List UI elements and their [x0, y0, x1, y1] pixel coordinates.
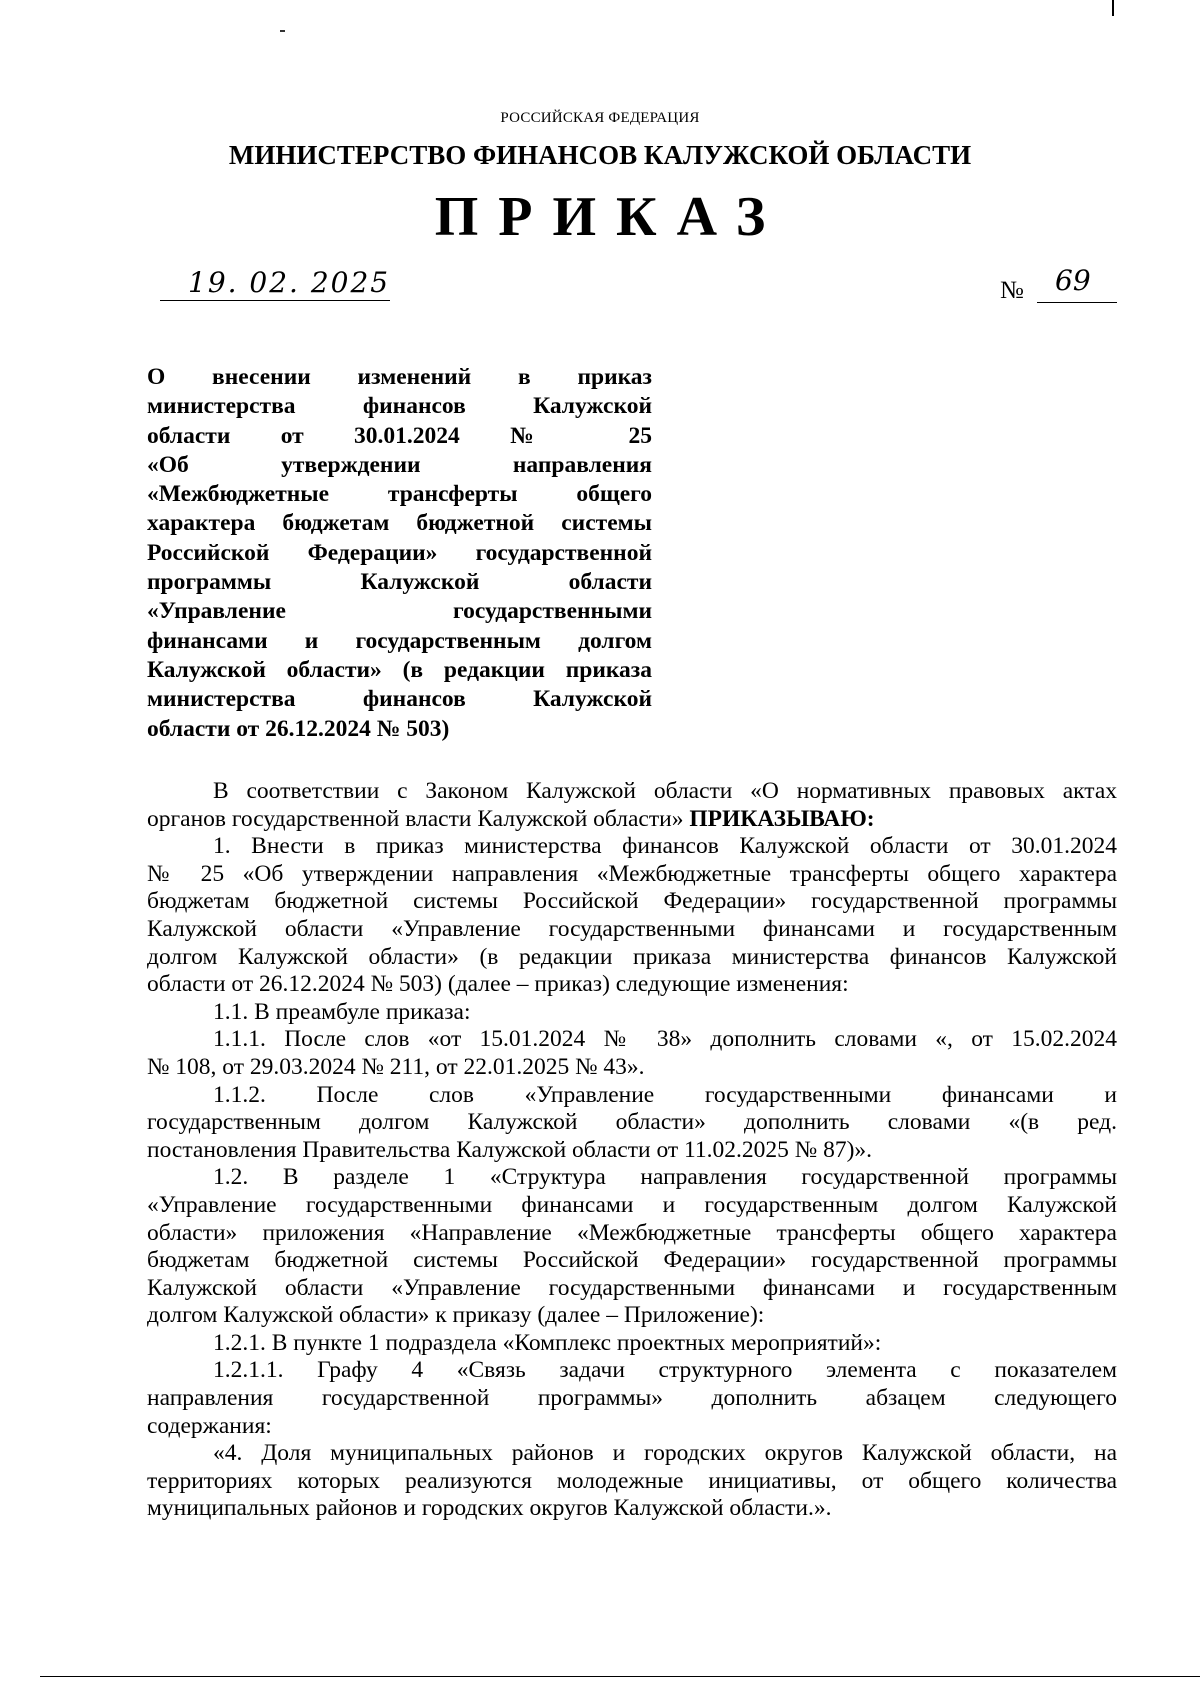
subject-line: министерства финансов Калужской — [147, 393, 652, 420]
body-line: бюджетам бюджетной системы Российской Федерации» государственной программы — [147, 1247, 1117, 1274]
body-line: Калужской области «Управление государственными финансами и государственным — [147, 915, 1117, 942]
body-line: государственным долгом Калужской области» дополнить словами «(в ред. — [147, 1109, 1117, 1136]
subject-line: Российской Федерации» государственной — [147, 539, 652, 566]
body-text: органов государственной власти Калужской области» — [147, 805, 684, 832]
body-line: 1.1.2. После слов «Управление государственными финансами и — [213, 1081, 1117, 1108]
country-heading: РОССИЙСКАЯ ФЕДЕРАЦИЯ — [500, 110, 700, 126]
subject-line: программы Калужской области — [147, 569, 652, 596]
body-line: 1.2. В разделе 1 «Структура направления государственной программы — [213, 1164, 1117, 1191]
body-line: 1.1.1. После слов «от 15.01.2024 № 38» дополнить словами «, от 15.02.2024 — [213, 1026, 1117, 1053]
body-line: области» приложения «Направление «Межбюджетные трансферты общего характера — [147, 1219, 1117, 1246]
ministry-heading: МИНИСТЕРСТВО ФИНАНСОВ КАЛУЖСКОЙ ОБЛАСТИ — [228, 140, 972, 170]
date-underline — [160, 300, 390, 301]
document-title: ПРИКАЗ — [434, 186, 786, 248]
subject-line: «Об утверждении направления — [147, 451, 652, 478]
subject-line: «Межбюджетные трансферты общего — [147, 481, 652, 508]
number-label: № — [1000, 277, 1024, 304]
handwritten-date: 19. 02. 2025 — [188, 266, 391, 299]
body-line: 1. Внести в приказ министерства финансов Калужской области от 30.01.2024 — [213, 833, 1117, 860]
subject-block — [147, 363, 652, 744]
body-line: 1.1. В преамбуле приказа: — [213, 998, 471, 1025]
body-line: постановления Правительства Калужской области от 11.02.2025 № 87)». — [147, 1136, 873, 1163]
body-line: В соответствии с Законом Калужской области «О нормативных правовых актах — [213, 778, 1117, 804]
body-line: бюджетам бюджетной системы Российской Федерации» государственной программы — [147, 888, 1117, 915]
scan-speck — [280, 30, 285, 32]
body-line: долгом Калужской области» к приказу (далее – Приложение): — [147, 1302, 765, 1329]
subject-line: финансами и государственным долгом — [147, 627, 652, 654]
body-line: № 108, от 29.03.2024 № 211, от 22.01.2025 № 43». — [147, 1053, 645, 1080]
body-line: направления государственной программы» дополнить абзацем следующего — [147, 1385, 1117, 1412]
order-keyword: ПРИКАЗЫВАЮ: — [689, 805, 875, 832]
subject-line: «Управление государственными — [147, 598, 652, 625]
body-line: «4. Доля муниципальных районов и городских округов Калужской области, на — [213, 1440, 1117, 1467]
subject-line: характера бюджетам бюджетной системы — [147, 510, 652, 537]
subject-line: О внесении изменений в приказ — [147, 364, 652, 390]
scan-edge-mark — [1112, 0, 1114, 16]
body-line: «Управление государственными финансами и государственным долгом Калужской — [147, 1191, 1117, 1218]
number-underline — [1037, 302, 1117, 303]
order-body — [147, 778, 1117, 1523]
body-line: 1.2.1. В пункте 1 подраздела «Комплекс проектных мероприятий»: — [213, 1329, 882, 1356]
body-line: № 25 «Об утверждении направления «Межбюджетные трансферты общего характера — [147, 860, 1117, 887]
body-line: муниципальных районов и городских округов Калужской области.». — [147, 1495, 832, 1522]
body-line: 1.2.1.1. Графу 4 «Связь задачи структурного элемента с показателем — [213, 1357, 1117, 1384]
subject-line: Калужской области» (в редакции приказа — [147, 656, 652, 683]
subject-line: министерства финансов Калужской — [147, 686, 652, 713]
body-line: долгом Калужской области» (в редакции приказа министерства финансов Калужской — [147, 943, 1117, 970]
page-bottom-rule — [40, 1676, 1200, 1677]
subject-line: области от 30.01.2024 № 25 — [147, 422, 652, 449]
body-line: области от 26.12.2024 № 503) (далее – приказ) следующие изменения: — [147, 971, 849, 998]
subject-line: области от 26.12.2024 № 503) — [147, 715, 450, 742]
handwritten-number: 69 — [1055, 264, 1091, 297]
body-line: Калужской области «Управление государственными финансами и государственным — [147, 1274, 1117, 1301]
body-line: содержания: — [147, 1412, 272, 1439]
body-line — [147, 806, 1117, 834]
body-line: территориях которых реализуются молодежные инициативы, от общего количества — [147, 1467, 1117, 1494]
